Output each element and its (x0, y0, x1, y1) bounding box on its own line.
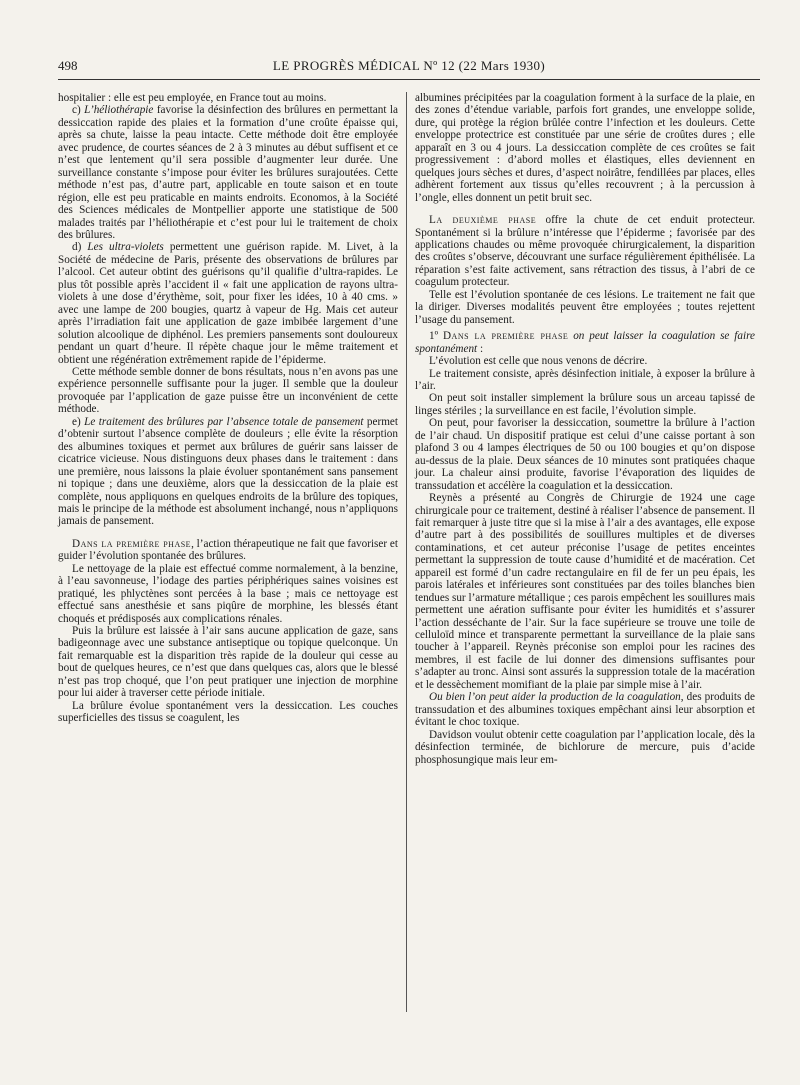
paragraph-text: offre la chute de cet enduit protecteur. Spontanément si la brûlure n’intéresse que l’épiderme ; favorisée par des applications chaudes ou même provoquée chirurgicalement, la disparition des croûtes s’observe, découvrant une surface régulièrement épithélisée. La réparation s’est faite activement, sans rétraction des tissus, à l’abri de ce coagulum protecteur. (415, 214, 755, 289)
paragraph-italic: Le traitement des brûlures par l’absence totale de pansement (84, 415, 364, 428)
paragraph-italic: Ou bien l’on peut aider la production de la coagulation (429, 691, 681, 704)
paragraph (58, 241, 398, 366)
section-lead-smallcaps: Dans la première phase (442, 330, 569, 343)
paragraph (415, 214, 755, 289)
paragraph-text: , l’action thérapeutique ne fait que favoriser et guider l’évolution spontanée des brûlures. (58, 537, 398, 563)
paragraph-text: albumines précipitées par la coagulation forment à la surface de la plaie, en des zones d’étendue variable, parfois fort grandes, une enveloppe solide, dure, qui protège la région brûlée contre l’infection et les douleurs. Cette enveloppe protectrice est constituée par une série de croûtes dures ; elle apparaît en 3 ou 4 jours. La dessiccation complète de ces croûtes se fait progressivement : d’abord molles et élastiques, elles deviennent en quelques jours sèches et dures, d’aspect noirâtre, fendillées par places, elles adhèrent fortement aux tissus qu’elles recouvrent ; à la percussion à l’ongle, elles donnent un petit bruit sec. (415, 92, 755, 204)
paragraph-text: Le traitement consiste, après désinfection initiale, à exposer la brûlure à l’air. (415, 367, 755, 392)
section-lead-smallcaps: Dans la première phase (72, 537, 192, 550)
paragraph-lead: c) (72, 104, 85, 117)
paragraph-italic: L’héliothérapie (84, 104, 154, 117)
paragraph (58, 563, 398, 625)
paragraph (415, 417, 755, 492)
paragraph-text: Le nettoyage de la plaie est effectué comme normalement, à la benzine, à l’eau savonneuse, l’iodage des parties périphériques saines voisines est pratiqué, les phlyctènes sont percées à la base ; mais ce nettoyage est effectué sans anesthésie et sans piqûre de morphine, les blessés étant choqués et prédisposés aux complications rénales. (58, 562, 398, 625)
paragraph (58, 104, 398, 241)
paragraph (58, 92, 398, 104)
paragraph (58, 625, 398, 700)
paragraph-text: Cette méthode semble donner de bons résultats, nous n’en avons pas une expérience personnelle suffisante pour la juger. Il semble que la douleur provoquée par l’application de gaze puisse être un inconvénient de cette méthode. (58, 365, 398, 416)
paragraph-text: La brûlure évolue spontanément vers la dessiccation. Les couches superficielles des tissus se coagulent, les (58, 699, 398, 725)
section-lead-smallcaps: La deuxième phase (429, 214, 537, 227)
paragraph-lead: 1º (429, 330, 443, 343)
paragraph-text: On peut soit installer simplement la brûlure sous un arceau tapissé de linges stériles ; la surveillance en est facile, l’évolution simple. (415, 392, 755, 417)
paragraph-text: : (477, 342, 484, 355)
paragraph (415, 691, 755, 728)
paragraph-lead: e) (72, 415, 85, 428)
paragraph (415, 492, 755, 691)
column-divider (406, 92, 407, 1012)
paragraph-text: Telle est l’évolution spontanée de ces lésions. Le traitement ne fait que la diriger. Diverses modalités peuvent être employées ; toutes rejettent l’usage du pansement. (415, 288, 755, 326)
paragraph (58, 700, 398, 725)
paragraph-text: Reynès a présenté au Congrès de Chirurgie de 1924 une cage chirurgicale pour ce traitement, destiné à réaliser l’absence de pansement. Il fait remarquer à juste titre que si la mise à l’air a des avantages, elle expose d’autre part à des possibilités de souillures multiples et de diverses contaminations, et cet auteur préconise l’usage de petites enceintes permettant la suppression de toute cause d’humidité et de macération. Cet appareil est formé d’un cadre rectangulaire en fil de fer un peu épais, les parois latérales et inférieures sont constituées par des toiles blanches bien tendues sur l’armature métallique ; ces parois empêchent les souillures mais permettent une aération suffisante pour éviter les humidités et s’assurer l’action desséchante de l’air. Sur la face supérieure se trouve une toile de celluloïd mince et transparente permettant la surveillance de la plaie sans toucher à l’appareil. Reynès préconise son emploi pour les racines des membres, il est facile de lui donner des dimensions suffisantes pour s’adapter au tronc. Ainsi sont assurés la suppression totale de la macération et le dessèchement momifiant de la plaie par simple mise à l’air. (415, 492, 755, 691)
header-rule (58, 79, 760, 80)
paragraph (415, 289, 755, 326)
paragraph-text: permet d’obtenir surtout l’absence complète de douleurs ; elle évite la résorption des albumines toxiques et permet aux brûlures de guérir sans laisser de cicatrice vicieuse. Nous distinguons deux phases dans le traitement : dans une première, nous laissons la plaie évoluer spontanément sans pansement ni topique ; dans une deuxième, alors que la dessiccation de la plaie est complète, nous appliquons en quelques endroits de la brûlure des topiques, mais le principe de la méthode est absolument inchangé, nous n’appliquons jamais de pansement. (58, 415, 398, 528)
paragraph-text: favorise la désinfection des brûlures en permettant la dessiccation rapide des plaies et la formation d’une croûte épaisse qui, après sa chute, laisse la peau intacte. Cette méthode doit être employée avec prudence, de courtes séances de 2 à 3 minutes au début suffisent et ce n’est que lentement qu’il sera possible d’augmenter leur durée. Une surveillance constante s’impose pour éviter les brûlures surajoutées. Cette méthode n’est pas, d’autre part, applicable en toute saison et en toute région, elle est peu praticable en maints endroits. Economos, à la Société des Sciences médicales de Montpellier apporte une statistique de 500 malades traités par l’héliothérapie et c’est pour lui le traitement de choix des brûlures. (58, 104, 398, 241)
paragraph-text: On peut, pour favoriser la dessiccation, soumettre la brûlure à l’action de l’air chaud. Un dispositif pratique est celui d’une caisse portant à son plafond 3 ou 4 lampes électriques de 50 ou 100 bougies et qu’on dispose au-dessus de la plaie. Deux séances de 10 minutes sont pratiquées chaque jour. La chaleur ainsi produite, favorise l’évaporation des liquides de transsudation et accélère la coagulation et la dessiccation. (415, 417, 755, 492)
paragraph-text: , des produits de transsudation et des albumines toxiques empêchant ainsi leur absorption et évitant le choc toxique. (415, 691, 755, 729)
paragraph (415, 392, 755, 417)
paragraph (415, 729, 755, 766)
paragraph-text: hospitalier : elle est peu employée, en France tout au moins. (58, 92, 327, 104)
paragraph (415, 330, 755, 355)
paragraph-text: permettent une guérison rapide. M. Livet, à la Société de médecine de Paris, présente des observations de brûlures par l’alcool. Cet auteur obtint des guérisons qu’il qualifie d’ultra-rapides. Le plus tôt possible après l’accident il « fait une application de rayons ultra-violets à une dose d’érythème, soit, pour fixer les idées, 10 à 40 cms. » avec une lampe de 200 bougies, quartz à vapeur de Hg. Mais cet auteur après l’irradiation fait une application de gaze imbibée largement d’une solution alcoolique de diphénol. Les premiers pansements sont douloureux pendant un quart d’heure. Il répète chaque jour le même traitement et obtient une régénération extrêmement rapide de l’épiderme. (58, 241, 398, 366)
paragraph (58, 538, 398, 563)
page-header (58, 58, 760, 80)
left-column (58, 92, 398, 725)
running-head: LE PROGRÈS MÉDICAL Nº 12 (22 Mars 1930) (272, 58, 546, 73)
paragraph (58, 366, 398, 416)
paragraph-text: L’évolution est celle que nous venons de décrire. (429, 355, 648, 368)
paragraph (415, 355, 755, 367)
paragraph-text: Puis la brûlure est laissée à l’air sans aucune application de gaze, sans badigeonnage avec une substance antiseptique ou topique quelconque. Un fait remarquable est la disparition très rapide de la douleur qui cesse au bout de quelques heures, ce n’est que dans quelques cas, alors que le blessé n’est pas trop choqué, que l’on peut pratiquer une injection de morphine pour lui aider à traverser cette période initiale. (58, 625, 398, 700)
paragraph (58, 416, 398, 528)
paragraph (415, 368, 755, 393)
paragraph-text: Davidson voulut obtenir cette coagulation par l’application locale, dès la désinfection terminée, de bichlorure de mercure, puis d’acide phosphosungique mais leur em- (415, 728, 755, 766)
paragraph-italic: Les ultra-violets (87, 241, 164, 254)
paragraph (415, 92, 755, 204)
right-column (415, 92, 755, 766)
paragraph-lead: d) (72, 241, 88, 254)
page-number: 498 (58, 58, 78, 73)
paragraph-italic: on peut laisser la coagulation se faire spontanément (415, 330, 755, 355)
